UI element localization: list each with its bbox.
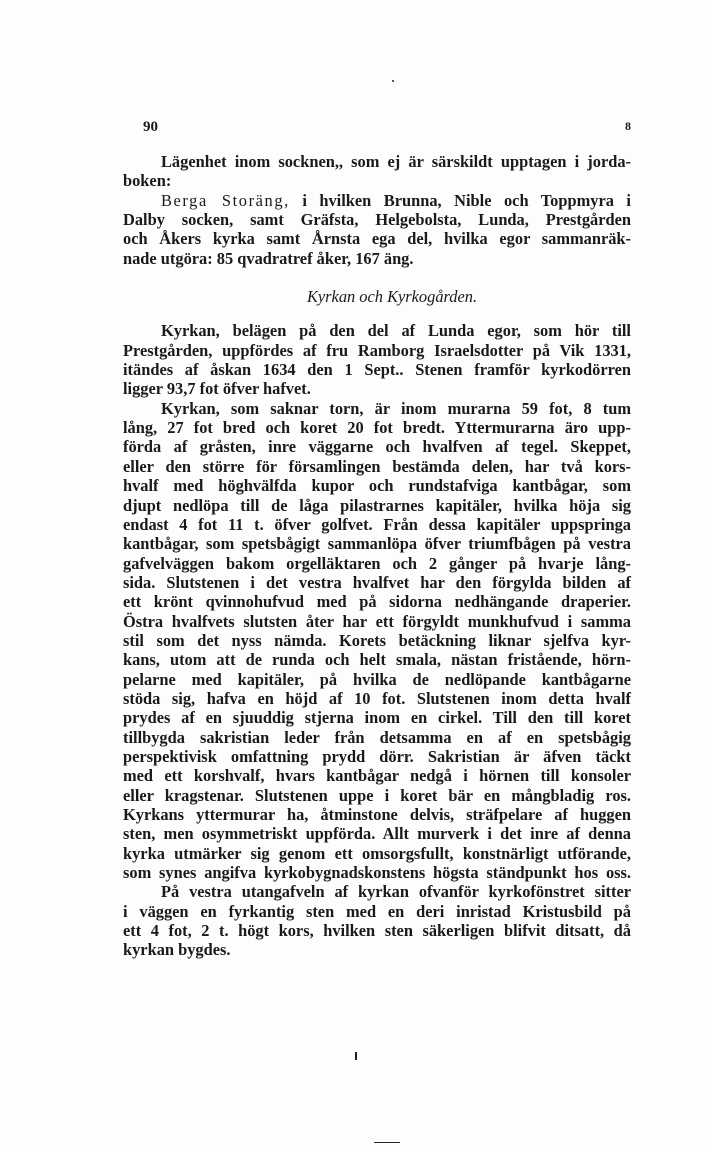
- text-line: sida. Slutstenen i det vestra hvalfvet har den förgylda bilden af: [123, 572, 631, 592]
- text-line: Lägenhet inom socknen,, som ej är särskildt upptagen i jorda-: [161, 152, 631, 171]
- running-head: [143, 119, 631, 143]
- text-line: På vestra utangafveln af kyrkan ofvanför kyrkofönstret sitter: [161, 882, 631, 902]
- text-line: Prestgården, uppfördes af fru Ramborg Israelsdotter på Vik 1331,: [123, 340, 631, 360]
- text-line: ligger 93,7 fot öfver hafvet.: [123, 379, 311, 399]
- text-line: Kyrkan, belägen på den del af Lunda egor, som hör till: [161, 321, 631, 341]
- text-line: och Åkers kyrka samt Årnsta ega del, hvilka egor sammanräk-: [123, 229, 631, 249]
- text-line: kans, utom att de runda och helt smala, nästan fristående, hörn-: [123, 650, 631, 670]
- text-line: kyrka utmärker sig genom ett omsorgsfullt, konstnärligt utförande,: [123, 843, 631, 863]
- page-number: 90: [143, 119, 158, 135]
- text-line: [123, 191, 631, 210]
- text-line: ett krönt qvinnohufvud med på sidorna nedhängande draperier.: [123, 592, 631, 612]
- text-line: nade utgöra: 85 qvadratref åker, 167 äng.: [123, 248, 414, 268]
- text-line: Östra hvalfvets slutsten åter har ett förgyldt munkhufvud i samma: [123, 611, 631, 631]
- blank-space: [123, 268, 631, 287]
- paragraph-kyrkan-history: [123, 321, 631, 398]
- ink-mark: [355, 1052, 357, 1060]
- paragraph-berga-storang: [123, 191, 631, 268]
- text-line: kyrkan bygdes.: [123, 940, 231, 960]
- text-line: stöda sig, hafva en höjd af 10 fot. Slutstenen inom detta hvalf: [123, 688, 631, 708]
- text-line: hvalf med höghvälfda kupor och rundstafviga kantbågar, som: [123, 476, 631, 496]
- text-fragment: i hvilken Brunna, Nible och Toppmyra i: [289, 190, 631, 210]
- text-line: djupt nedlöpa till de låga pilastrarnes kapitäler, hvilka höja sig: [123, 495, 631, 515]
- text-line: pelarne med kapitäler, på hvilka de nedlöpande kantbågarne: [123, 669, 631, 689]
- text-line: endast 4 fot 11 t. öfver golfvet. Från dessa kapitäler uppspringa: [123, 514, 631, 534]
- text-line: stil som det nyss nämda. Korets betäckning liknar sjelfva kyr-: [123, 630, 631, 650]
- text-line: lång, 27 fot bred och koret 20 fot bredt. Yttermurarna äro upp-: [123, 418, 631, 438]
- text-line: boken:: [123, 171, 172, 191]
- text-line: eller den större för församlingen bestämda delen, har två kors-: [123, 456, 631, 476]
- text-line: eller kragstenar. Slutstenen uppe i koret bär en mångbladig ros.: [123, 785, 631, 805]
- paragraph-lagenhet: [123, 152, 631, 191]
- ink-speck: [392, 80, 394, 82]
- text-line: gafvelväggen bakom orgelläktaren och 2 gånger på hvarje lång-: [123, 553, 631, 573]
- text-line: itändes af åskan 1634 den 1 Sept.. Stenen framför kyrkodörren: [123, 360, 631, 380]
- signature-mark: 8: [625, 119, 631, 133]
- blank-space: [123, 309, 631, 321]
- text-line: Kyrkan, som saknar torn, är inom murarna 59 fot, 8 tum: [161, 398, 631, 418]
- text-line: perspektivisk omfattning prydd dörr. Sakristian är äfven täckt: [123, 746, 631, 766]
- text-line: Dalby socken, samt Gräfsta, Helgebolsta, Lunda, Prestgården: [123, 210, 631, 230]
- body-text: [123, 152, 631, 960]
- text-line: förda af gråsten, inre väggarne och hvalfven af tegel. Skeppet,: [123, 437, 631, 457]
- text-line: som synes angifva kyrkobygnadskonstens högsta ständpunkt hos oss.: [123, 863, 631, 883]
- text-line: ett 4 fot, 2 t. högt kors, hvilken sten säkerligen blifvit ditsatt, då: [123, 921, 631, 941]
- bottom-rule: [374, 1142, 400, 1143]
- text-line: tillbygda sakristian leder från detsamma en af en spetsbågig: [123, 727, 631, 747]
- text-line: i väggen en fyrkantig sten med en deri inristad Kristusbild på: [123, 901, 631, 921]
- paragraph-kristusbild: [123, 882, 631, 959]
- section-heading: Kyrkan och Kyrkogården.: [306, 287, 478, 307]
- text-line: med ett korshvalf, hvars kantbågar nedgå i hörnen till konsoler: [123, 766, 631, 786]
- text-line: prydes af en sjuuddig stjerna inom en cirkel. Till den till koret: [123, 708, 631, 728]
- paragraph-kyrkan-description: [123, 399, 631, 883]
- text-line: Kyrkans yttermurar ha, åtminstone delvis, sträfpelare af huggen: [123, 805, 631, 824]
- text-line: sten, men osymmetriskt uppförda. Allt murverk i det inre af denna: [123, 824, 631, 844]
- text-line: kantbågar, som spetsbågigt sammanlöpa öfver triumfbågen på vestra: [123, 534, 631, 554]
- place-name-spaced: Berga Storäng,: [161, 190, 290, 210]
